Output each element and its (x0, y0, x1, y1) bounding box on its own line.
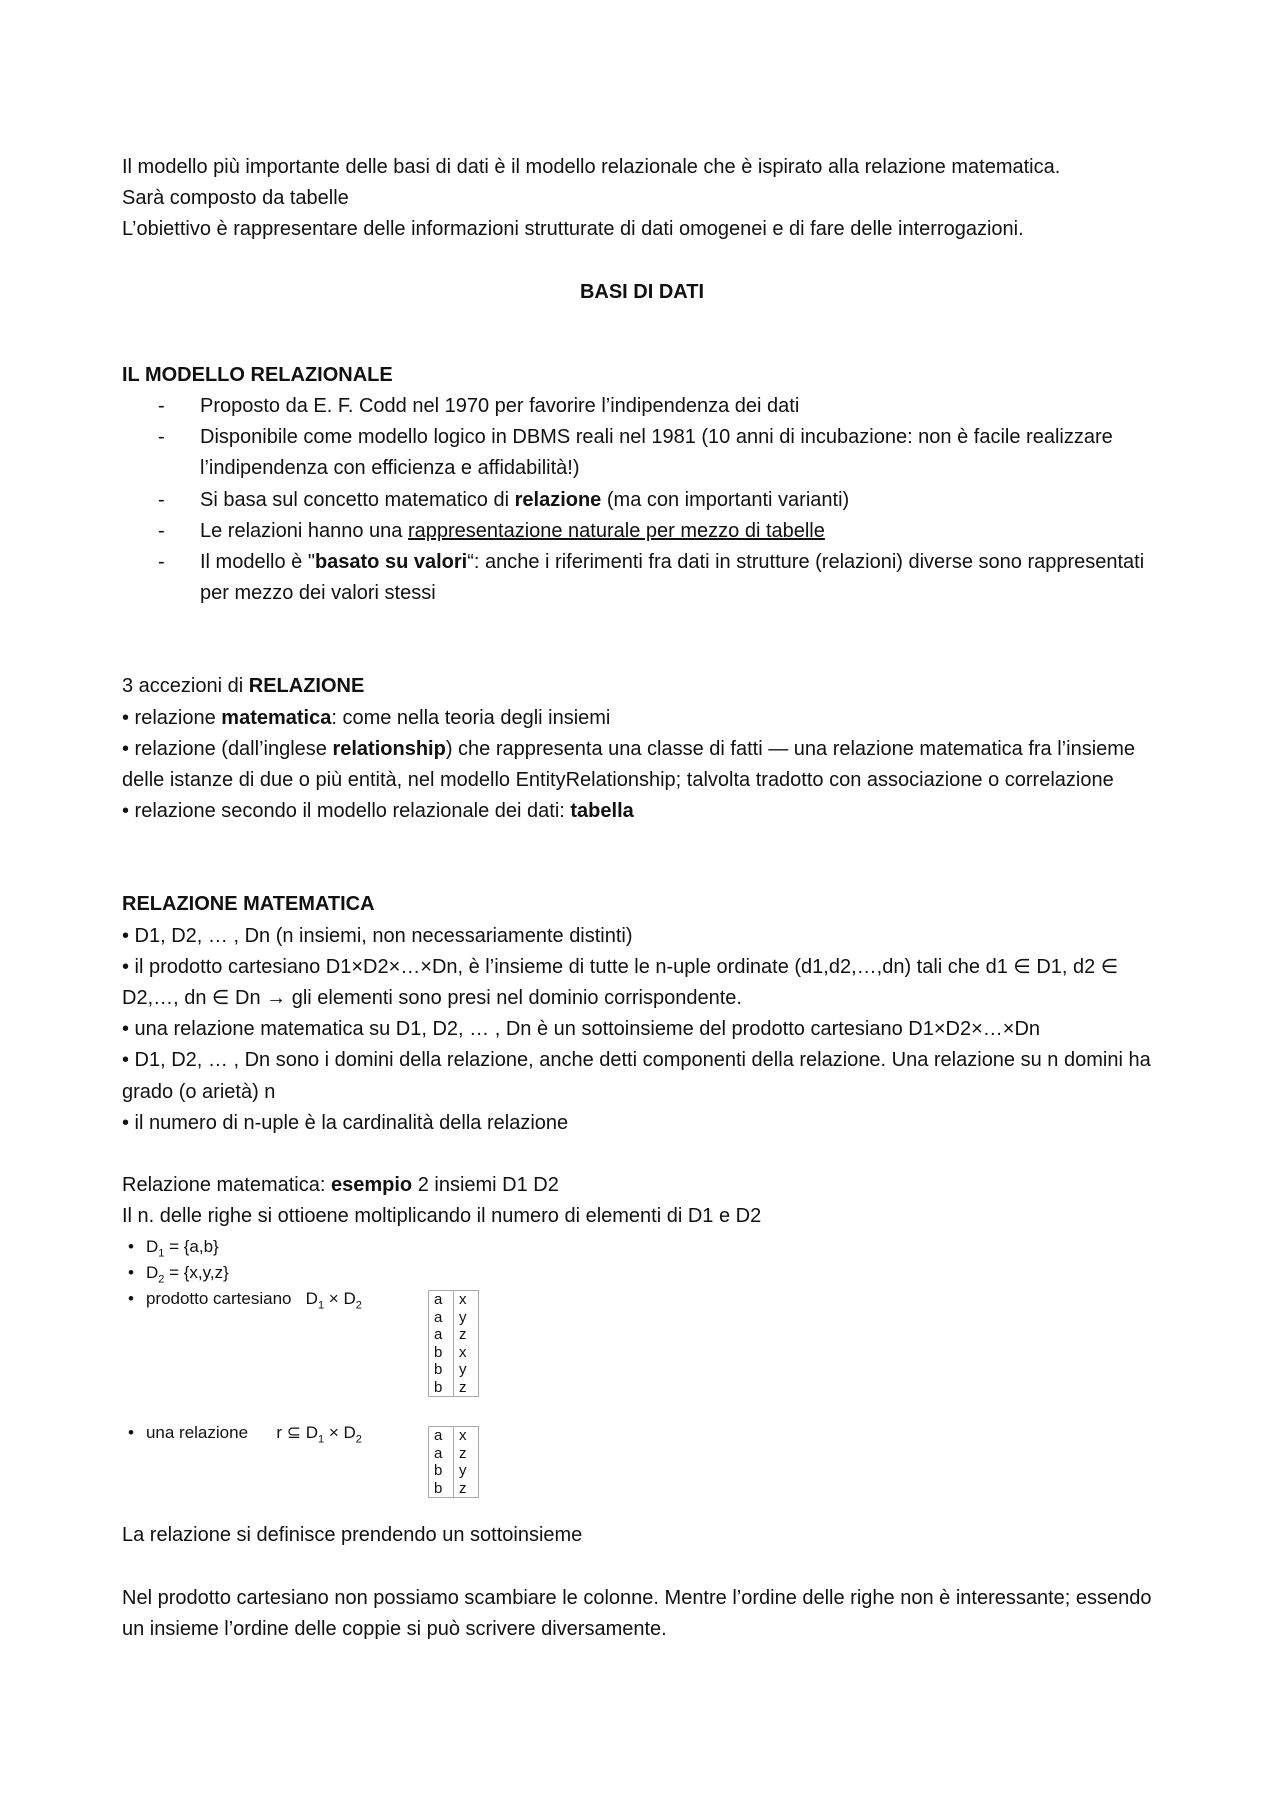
list-item: - Disponibile come modello logico in DBMS reali nel 1981 (10 anni di incubazione: non è facile realizzare l’indipendenza con efficienza e affidabilità!) (200, 422, 1162, 484)
table-row (429, 1309, 479, 1327)
accezione-2: • relazione (dall’inglese relationship) che rappresenta una classe di fatti — una relazione matematica fra l’insieme delle istanze di due o più entità, nel modello EntityRelationship; talvolta tradotto con associazione o correlazione (122, 737, 1136, 792)
product-table (428, 1290, 479, 1397)
page-title: BASI DI DATI (579, 280, 705, 303)
table-cell: a (429, 1309, 454, 1327)
table-row (429, 1326, 479, 1344)
table-row (429, 1361, 479, 1379)
esempio-line-1: Relazione matematica: esempio 2 insiemi D1 D2 (122, 1174, 559, 1197)
figure-relation-label: • una relazione r ⊆ $D_1 \times D_2$ (128, 1420, 362, 1452)
table-row (429, 1344, 479, 1362)
table-cell: a (429, 1291, 454, 1309)
section-heading-accezioni: 3 accezioni di RELAZIONE (122, 675, 365, 698)
outro-line-1: La relazione si definisce prendendo un sottoinsieme (122, 1524, 583, 1547)
modello-list (122, 391, 1162, 609)
table-cell: x (454, 1427, 479, 1445)
intro-line-3: L’obiettivo è rappresentare delle informazioni strutturate di dati omogenei e di fare delle interrogazioni. (122, 218, 1024, 241)
intro-line-1: Il modello più importante delle basi di dati è il modello relazionale che è ispirato alla relazione matematica. (122, 156, 1061, 178)
table-cell: a (429, 1326, 454, 1344)
table-cell: y (454, 1462, 479, 1480)
matematica-line-3: • una relazione matematica su D1, D2, … , Dn è un sottoinsieme del prodotto cartesiano D1×D2×…×Dn (122, 1018, 1041, 1041)
table-cell: b (429, 1462, 454, 1480)
table-cell: y (454, 1361, 479, 1379)
list-item: - Il modello è "basato su valori“: anche i riferimenti fra dati in strutture (relazioni) diverse sono rappresentati per mezzo dei valori stessi (200, 547, 1162, 609)
table-row (429, 1445, 479, 1463)
matematica-line-5: • il numero di n-uple è la cardinalità della relazione (122, 1111, 569, 1134)
table-cell: y (454, 1309, 479, 1327)
list-item: - Proposto da E. F. Codd nel 1970 per favorire l’indipendenza dei dati (200, 391, 1162, 422)
outro-line-2: Nel prodotto cartesiano non possiamo scambiare le colonne. Mentre l’ordine delle righe non è interessante; essendo un insieme l’ordine delle coppie si può scrivere diversamente. (122, 1586, 1152, 1640)
section-heading-matematica: RELAZIONE MATEMATICA (122, 893, 375, 916)
matematica-line-4: • D1, D2, … , Dn sono i domini della relazione, anche detti componenti della relazione. Una relazione su n domini ha grado (o arietà) n (122, 1049, 1151, 1103)
accezione-3: • relazione secondo il modello relazionale dei dati: tabella (122, 800, 634, 823)
matematica-line-1: • D1, D2, … , Dn (n insiemi, non necessariamente distinti) (122, 924, 633, 947)
table-row (429, 1462, 479, 1480)
table-cell: a (429, 1427, 454, 1445)
intro-line-2: Sarà composto da tabelle (122, 187, 349, 210)
document-body (122, 152, 1162, 1645)
list-item: - Si basa sul concetto matematico di relazione (ma con importanti varianti) (200, 485, 1162, 516)
table-cell: b (429, 1379, 454, 1397)
esempio-line-2: Il n. delle righe si ottioene moltiplicando il numero di elementi di D1 e D2 (122, 1205, 762, 1228)
cartesian-product-figure (122, 1234, 1162, 1520)
table-cell: b (429, 1344, 454, 1362)
list-item: - Le relazioni hanno una rappresentazione naturale per mezzo di tabelle (200, 516, 1162, 547)
table-cell: z (454, 1379, 479, 1397)
accezione-1: • relazione matematica: come nella teoria degli insiemi (122, 706, 611, 729)
table-cell: z (454, 1326, 479, 1344)
table-row (429, 1291, 479, 1309)
table-cell: a (429, 1445, 454, 1463)
table-row (429, 1480, 479, 1498)
table-cell: z (454, 1445, 479, 1463)
table-cell: z (454, 1480, 479, 1498)
figure-d2: • $D_2 = \{x,y,z\}$ (128, 1260, 229, 1292)
table-row (429, 1379, 479, 1397)
table-cell: b (429, 1361, 454, 1379)
table-cell: b (429, 1480, 454, 1498)
table-cell: x (454, 1291, 479, 1309)
section-heading-modello: IL MODELLO RELAZIONALE (122, 363, 393, 386)
figure-d1: • $D_1 = \{a,b\}$ (128, 1234, 219, 1266)
table-row (429, 1427, 479, 1445)
figure-product-label: • prodotto cartesiano $D_1 \times D_2$ (128, 1286, 362, 1318)
matematica-line-2: • il prodotto cartesiano D1×D2×…×Dn, è l’insieme di tutte le n-uple ordinate (d1,d2,…,dn) tali che d1 ∈ D1, d2 ∈ D2,…, dn ∈ Dn → gli elementi sono presi nel dominio corrispondente. (122, 955, 1119, 1010)
table-cell: x (454, 1344, 479, 1362)
relation-table (428, 1426, 479, 1498)
